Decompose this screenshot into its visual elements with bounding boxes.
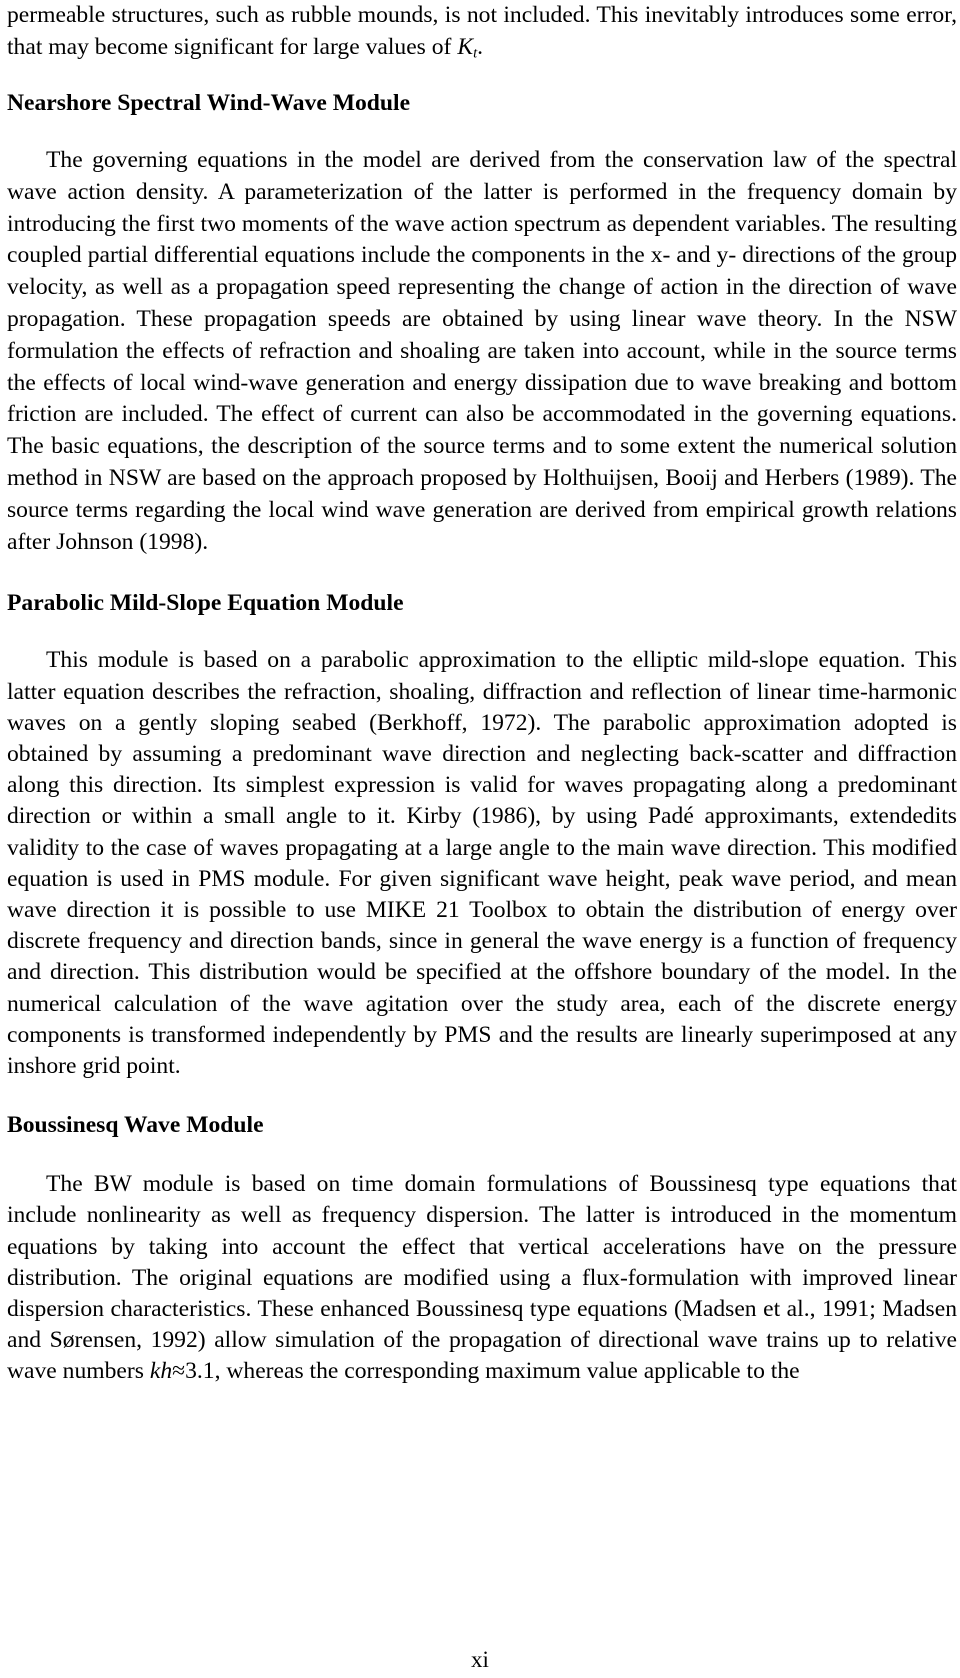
section-body-nsw: The governing equations in the model are derived from the conservation law of the spectral wave action density. A parameterization of the latter is performed in the frequency domain by introducing the first two moments of the wave action spectrum as dependent variables. The resulting coupled partial differential equations include the components in the x- and y- directions of the group velocity, as well as a propagation speed representing the change of action in the direction of wave propagation. These propagation speeds are obtained by using linear wave theory. In the NSW formulation the effects of refraction and shoaling are taken into account, while in the source terms the effects of local wind-wave generation and energy dissipation due to wave breaking and bottom friction are included. The effect of current can also be accommodated in the governing equations. The basic equations, the description of the source terms and to some extent the numerical solution method in NSW are based on the approach proposed by Holthuijsen, Booij and Herbers (1989). The source terms regarding the local wind wave generation are derived from empirical growth relations after Johnson (1998).	[7, 147, 957, 555]
symbol-k: K	[457, 33, 474, 60]
section-body-bw	[7, 1169, 957, 1387]
symbol-kh: kh	[149, 1358, 173, 1385]
intro-text: permeable structures, such as rubble mounds, is not included. This inevitably introduces some error, that may become significant for large values of	[7, 2, 957, 60]
section-body-bw-end: ≈3.1, whereas the corresponding maximum value applicable to the	[172, 1358, 800, 1385]
section-heading-nsw: Nearshore Spectral Wind-Wave Module	[7, 90, 411, 116]
intro-paragraph	[7, 0, 957, 63]
section-heading-bw: Boussinesq Wave Module	[7, 1112, 264, 1139]
section-heading-pms: Parabolic Mild-Slope Equation Module	[7, 590, 404, 617]
section-body-bw-text: The BW module is based on time domain formulations of Boussinesq type equations that include nonlinearity as well as frequency dispersion. The latter is introduced in the momentum equations by taking into account the effect that vertical accelerations have on the pressure distribution. The original equations are modified using a flux-formulation with improved linear dispersion characteristics. These enhanced Boussinesq type equations (Madsen et al., 1991; Madsen and Sørensen, 1992) allow simulation of the propagation of directional wave trains up to relative wave numbers	[7, 1171, 957, 1385]
document-page	[7, 0, 957, 1388]
section-body-pms: This module is based on a parabolic approximation to the elliptic mild-slope equation. This latter equation describes the refraction, shoaling, diffraction and reflection of linear time-harmonic waves on a gently sloping seabed (Berkhoff, 1972). The parabolic approximation adopted is obtained by assuming a predominant wave direction and neglecting back-scatter and diffraction along this direction. Its simplest expression is valid for waves propagating along a predominant direction or within a small angle to it. Kirby (1986), by using Padé approximants, extendedits validity to the case of waves propagating at a large angle to the main wave direction. This modified equation is used in PMS module. For given significant wave height, peak wave period, and mean wave direction it is possible to use MIKE 21 Toolbox to obtain the distribution of energy over discrete frequency and direction bands, since in general the wave energy is a function of frequency and direction. This distribution would be specified at the offshore boundary of the model. In the numerical calculation of the wave agitation over the study area, each of the discrete energy components is transformed independently by PMS and the results are linearly superimposed at any inshore grid point.	[7, 647, 957, 1079]
page-number: xi	[471, 1647, 489, 1672]
symbol-k-subscript: t	[473, 45, 478, 62]
intro-end: .	[477, 33, 484, 60]
